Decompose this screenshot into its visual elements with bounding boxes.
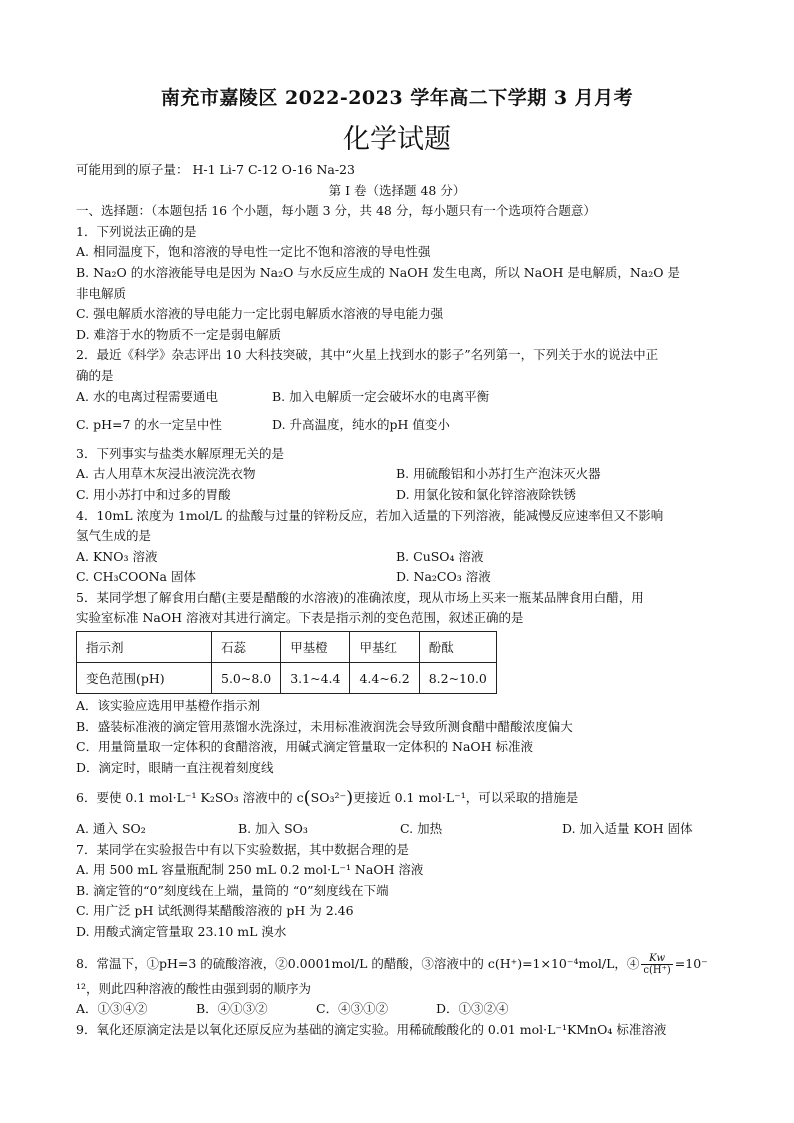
paren-close: )	[346, 787, 354, 809]
table-header-row	[77, 632, 497, 663]
stem-pre: 6．要使 0.1 mol·L⁻¹ K₂SO₃ 溶液中的 c	[76, 790, 304, 806]
question-stem	[76, 784, 718, 813]
option-b: B. 滴定管的“0”刻度线在上端，量筒的 “0”刻度线在下端	[76, 882, 389, 898]
table-cell: 甲基红	[350, 632, 419, 663]
question-8	[76, 943, 718, 1020]
sulfite-ion: SO₃²⁻	[310, 790, 347, 806]
option-d: D. 加入适量 KOH 固体	[562, 820, 693, 836]
question-2	[76, 345, 718, 443]
option-d: D. Na₂CO₃ 溶液	[396, 569, 491, 585]
question-stem: 1．下列说法正确的是	[76, 223, 197, 239]
option-a: A. 通入 SO₂	[76, 820, 146, 836]
option-a: A. 水的电离过程需要通电	[76, 388, 218, 404]
exam-title: 南充市嘉陵区 2022-2023 学年高二下学期 3 月月考	[160, 87, 634, 109]
option-a: A．该实验应选用甲基橙作指示剂	[76, 698, 261, 714]
options-row	[76, 819, 718, 840]
option-b-cont: 非电解质	[76, 285, 127, 301]
options-row	[76, 567, 718, 588]
option-b: B. CuSO₄ 溶液	[396, 548, 484, 564]
option-d: D. 用氯化铵和氯化锌溶液除铁锈	[396, 486, 577, 502]
option-b: B. 加入 SO₃	[238, 820, 308, 836]
section-title: 第 I 卷（选择题 48 分）	[328, 182, 466, 198]
stem-pre: 8．常温下，①pH=3 的硫酸溶液，②0.0001mol/L 的醋酸，③溶液中的 c(H⁺)=1×10⁻⁴mol/L，④	[76, 955, 640, 971]
table-row	[77, 663, 497, 694]
option-a: A. 古人用草木灰浸出液浣洗衣物	[76, 466, 256, 482]
fraction-denominator: c(H⁺)	[643, 964, 671, 976]
section-intro: 一、选择题：（本题包括 16 个小题，每小题 3 分，共 48 分，每小题只有一个选项符合题意）	[76, 203, 596, 219]
option-d: D. 难溶于水的物质不一定是弱电解质	[76, 326, 282, 342]
option-d: D. 用酸式滴定管量取 23.10 mL 溴水	[76, 923, 287, 939]
question-7	[76, 840, 718, 943]
question-stem	[76, 949, 718, 979]
option-c: C．用量筒量取一定体积的食醋溶液，用碱式滴定管量取一定体积的 NaOH 标准液	[76, 739, 534, 755]
fraction-numerator: Kw	[641, 953, 672, 965]
question-stem-cont: ¹²，则此四种溶液的酸性由强到弱的顺序为	[76, 980, 312, 996]
kw-fraction	[641, 953, 672, 976]
option-c: C. pH=7 的水一定呈中性	[76, 417, 222, 433]
option-b: B. 用硫酸铝和小苏打生产泡沫灭火器	[396, 466, 601, 482]
question-stem: 3．下列事实与盐类水解原理无关的是	[76, 445, 284, 461]
options-row	[76, 387, 718, 408]
table-cell: 指示剂	[77, 632, 212, 663]
table-cell: 甲基橙	[281, 632, 350, 663]
question-stem: 2．最近《科学》杂志评出 10 大科技突破，其中“火星上找到水的影子”名列第一，下列关于水的说法中正	[76, 347, 659, 363]
options-row	[76, 464, 718, 485]
table-cell: 石蕊	[212, 632, 281, 663]
table-cell: 变色范围(pH)	[77, 663, 212, 694]
table-cell: 酚酞	[419, 632, 496, 663]
stem-post: =10⁻	[674, 955, 708, 971]
paren-open: (	[303, 787, 311, 809]
option-c: C. 用广泛 pH 试纸测得某醋酸溶液的 pH 为 2.46	[76, 903, 354, 919]
option-d: D．①③②④	[436, 1001, 509, 1017]
option-a: A. 相同温度下，饱和溶液的导电性一定比不饱和溶液的导电性强	[76, 244, 431, 260]
question-stem: 9．氧化还原滴定法是以氧化还原反应为基础的滴定实验。用稀硫酸酸化的 0.01 mol·L⁻¹KMnO₄ 标准溶液	[76, 1021, 667, 1037]
question-5	[76, 588, 718, 779]
question-stem: 7．某同学在实验报告中有以下实验数据，其中数据合理的是	[76, 841, 409, 857]
option-c: C．④③①②	[316, 1001, 389, 1017]
question-4	[76, 506, 718, 588]
stem-post: 更接近 0.1 mol·L⁻¹，可以采取的措施是	[353, 790, 579, 806]
option-a: A．①③④②	[76, 1001, 148, 1017]
question-6	[76, 778, 718, 839]
options-row	[76, 547, 718, 568]
option-b: B. Na₂O 的水溶液能导电是因为 Na₂O 与水反应生成的 NaOH 发生电离，所以 NaOH 是电解质，Na₂O 是	[76, 264, 680, 280]
table-cell: 3.1~4.4	[281, 663, 350, 694]
options-row	[76, 415, 718, 436]
table-cell: 5.0~8.0	[212, 663, 281, 694]
option-b: B. 加入电解质一定会破坏水的电离平衡	[272, 388, 490, 404]
indicator-table	[76, 631, 497, 694]
option-d: D. 升高温度，纯水的pH 值变小	[272, 417, 450, 433]
option-c: C. 用小苏打中和过多的胃酸	[76, 486, 231, 502]
option-b: B．盛装标准液的滴定管用蒸馏水洗涤过，未用标准液润洗会导致所测食醋中醋酸浓度偏大	[76, 718, 573, 734]
option-c: C. 强电解质水溶液的导电能力一定比弱电解质水溶液的导电能力强	[76, 306, 444, 322]
option-d: D．滴定时，眼睛一直注视着刻度线	[76, 759, 274, 775]
question-1	[76, 222, 718, 346]
option-c: C. 加热	[400, 820, 443, 836]
option-c: C. CH₃COONa 固体	[76, 569, 196, 585]
question-3	[76, 444, 718, 506]
question-stem-cont: 确的是	[76, 367, 114, 383]
table-cell: 4.4~6.2	[350, 663, 419, 694]
option-a: A. KNO₃ 溶液	[76, 548, 158, 564]
table-cell: 8.2~10.0	[419, 663, 496, 694]
question-stem: 4．10mL 浓度为 1mol/L 的盐酸与过量的锌粉反应，若加入适量的下列溶液，能减慢反应速率但又不影响	[76, 507, 664, 523]
options-row	[76, 485, 718, 506]
option-b: B．④①③②	[196, 1001, 268, 1017]
question-stem: 5．某同学想了解食用白醋(主要是醋酸的水溶液)的准确浓度，现从市场上买来一瓶某品牌食用白醋，用	[76, 589, 644, 605]
atomic-masses: 可能用到的原子量： H-1 Li-7 C-12 O-16 Na-23	[76, 162, 355, 177]
exam-subtitle: 化学试题	[343, 124, 451, 155]
question-stem-cont: 氢气生成的是	[76, 528, 152, 544]
options-row	[76, 999, 718, 1020]
option-a: A. 用 500 mL 容量瓶配制 250 mL 0.2 mol·L⁻¹ NaOH 溶液	[76, 862, 424, 878]
question-9	[76, 1020, 718, 1041]
question-stem-cont: 实验室标准 NaOH 溶液对其进行滴定。下表是指示剂的变色范围，叙述正确的是	[76, 610, 524, 626]
